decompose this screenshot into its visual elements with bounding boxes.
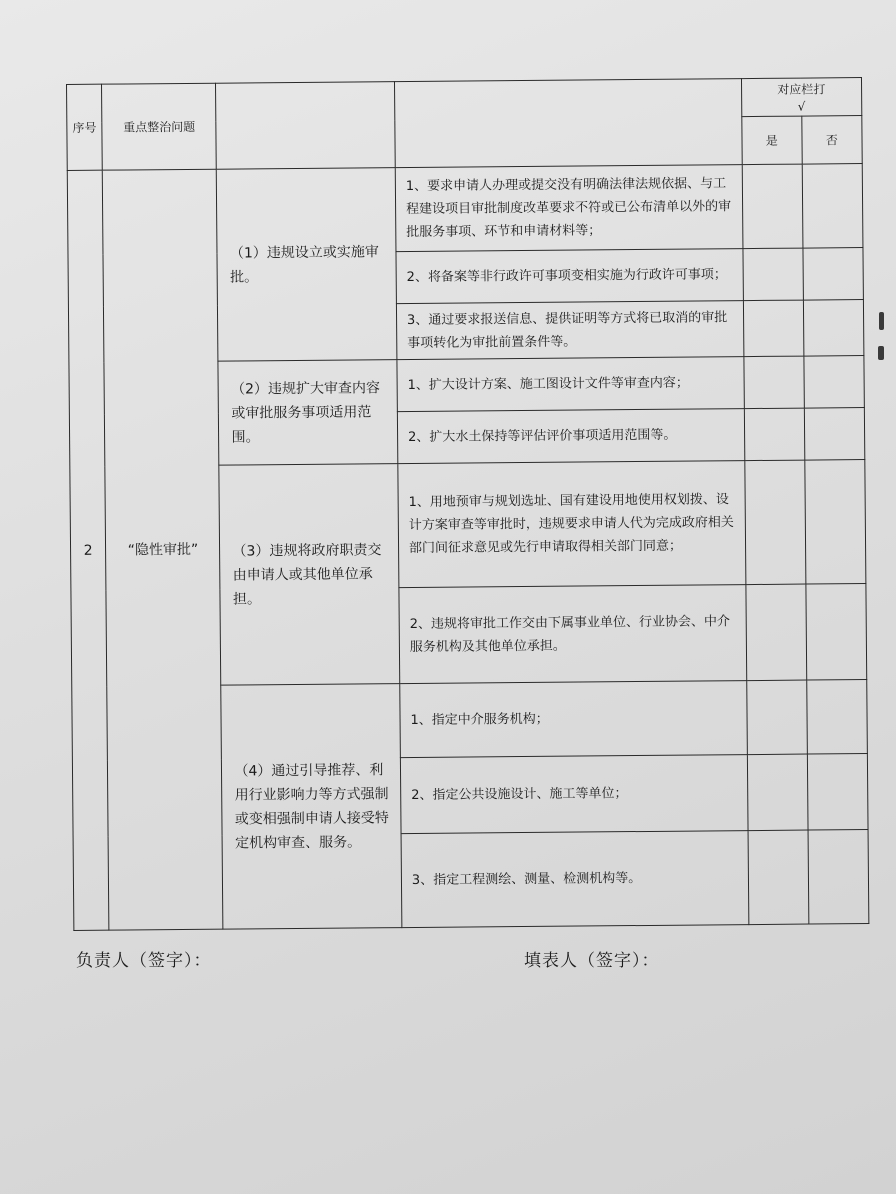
rectification-checklist-table [66, 77, 869, 931]
check-no-cell[interactable] [803, 300, 864, 357]
header-topic: 重点整治问题 [102, 83, 217, 170]
header-seq: 序号 [67, 84, 103, 170]
check-yes-cell[interactable] [743, 356, 804, 409]
sub-issue-label: （3）违规将政府职责交由申请人或其他单位承担。 [219, 464, 399, 686]
list-item: 1、指定中介服务机构； [400, 681, 747, 758]
check-no-cell[interactable] [808, 830, 869, 925]
check-yes-cell[interactable] [746, 680, 807, 755]
check-yes-cell[interactable] [744, 408, 805, 461]
sub-issue-label: （1）违规设立或实施审批。 [217, 168, 397, 362]
header-blank-sub [216, 82, 395, 170]
list-item: 2、违规将审批工作交由下属事业单位、行业协会、中介服务机构及其他单位承担。 [399, 585, 746, 684]
group-topic: “隐性审批” [103, 169, 224, 930]
header-no: 否 [802, 116, 863, 165]
group-seq: 2 [67, 170, 109, 930]
responsible-signature-label: 负责人（签字）： [76, 951, 212, 971]
check-no-cell[interactable] [803, 248, 864, 301]
check-yes-cell[interactable] [745, 584, 806, 681]
check-no-cell[interactable] [806, 584, 867, 681]
check-mark-icon: √ [797, 99, 806, 114]
list-item: 3、通过要求报送信息、提供证明等方式将已取消的审批事项转化为审批前置条件等。 [396, 301, 743, 360]
list-item: 2、扩大水土保持等评估评价事项适用范围等。 [397, 409, 744, 464]
check-no-cell[interactable] [805, 460, 866, 585]
list-item: 1、要求申请人办理或提交没有明确法律法规依据、与工程建设项目审批制度改革要求不符或已公布清单以外的审批服务事项、环节和申请材料等； [395, 165, 742, 252]
check-no-cell[interactable] [804, 356, 865, 409]
header-blank-item [394, 79, 741, 168]
check-yes-cell[interactable] [743, 300, 804, 357]
binding-hole-mark [878, 346, 884, 360]
list-item: 1、用地预审与规划选址、国有建设用地使用权划拨、设计方案审查等审批时，违规要求申请人代为完成政府相关部门间征求意见或先行申请取得相关部门同意； [398, 461, 746, 588]
sub-issue-label: （2）违规扩大审查内容或审批服务事项适用范围。 [218, 360, 397, 466]
check-no-cell[interactable] [806, 680, 867, 755]
list-item: 3、指定工程测绘、测量、检测机构等。 [401, 831, 748, 928]
check-yes-cell[interactable] [744, 460, 805, 585]
list-item: 1、扩大设计方案、施工图设计文件等审查内容； [397, 357, 744, 412]
check-yes-cell[interactable] [748, 830, 809, 925]
header-yes: 是 [741, 116, 802, 165]
header-check-label: 对应栏打 [777, 82, 826, 97]
check-yes-cell[interactable] [747, 754, 808, 831]
table-row [67, 164, 863, 255]
check-no-cell[interactable] [804, 408, 865, 461]
check-yes-cell[interactable] [742, 164, 803, 249]
check-yes-cell[interactable] [743, 248, 804, 301]
check-no-cell[interactable] [807, 754, 868, 831]
binding-hole-mark [879, 312, 884, 330]
sub-issue-label: （4）通过引导推荐、利用行业影响力等方式强制或变相强制申请人接受特定机构审查、服务。 [221, 684, 402, 930]
list-item: 2、将备案等非行政许可事项变相实施为行政许可事项； [396, 249, 743, 304]
list-item: 2、指定公共设施设计、施工等单位； [400, 755, 747, 834]
check-no-cell[interactable] [802, 164, 863, 249]
filler-signature-label: 填表人（签字）： [524, 951, 660, 971]
header-check-group [741, 78, 862, 117]
